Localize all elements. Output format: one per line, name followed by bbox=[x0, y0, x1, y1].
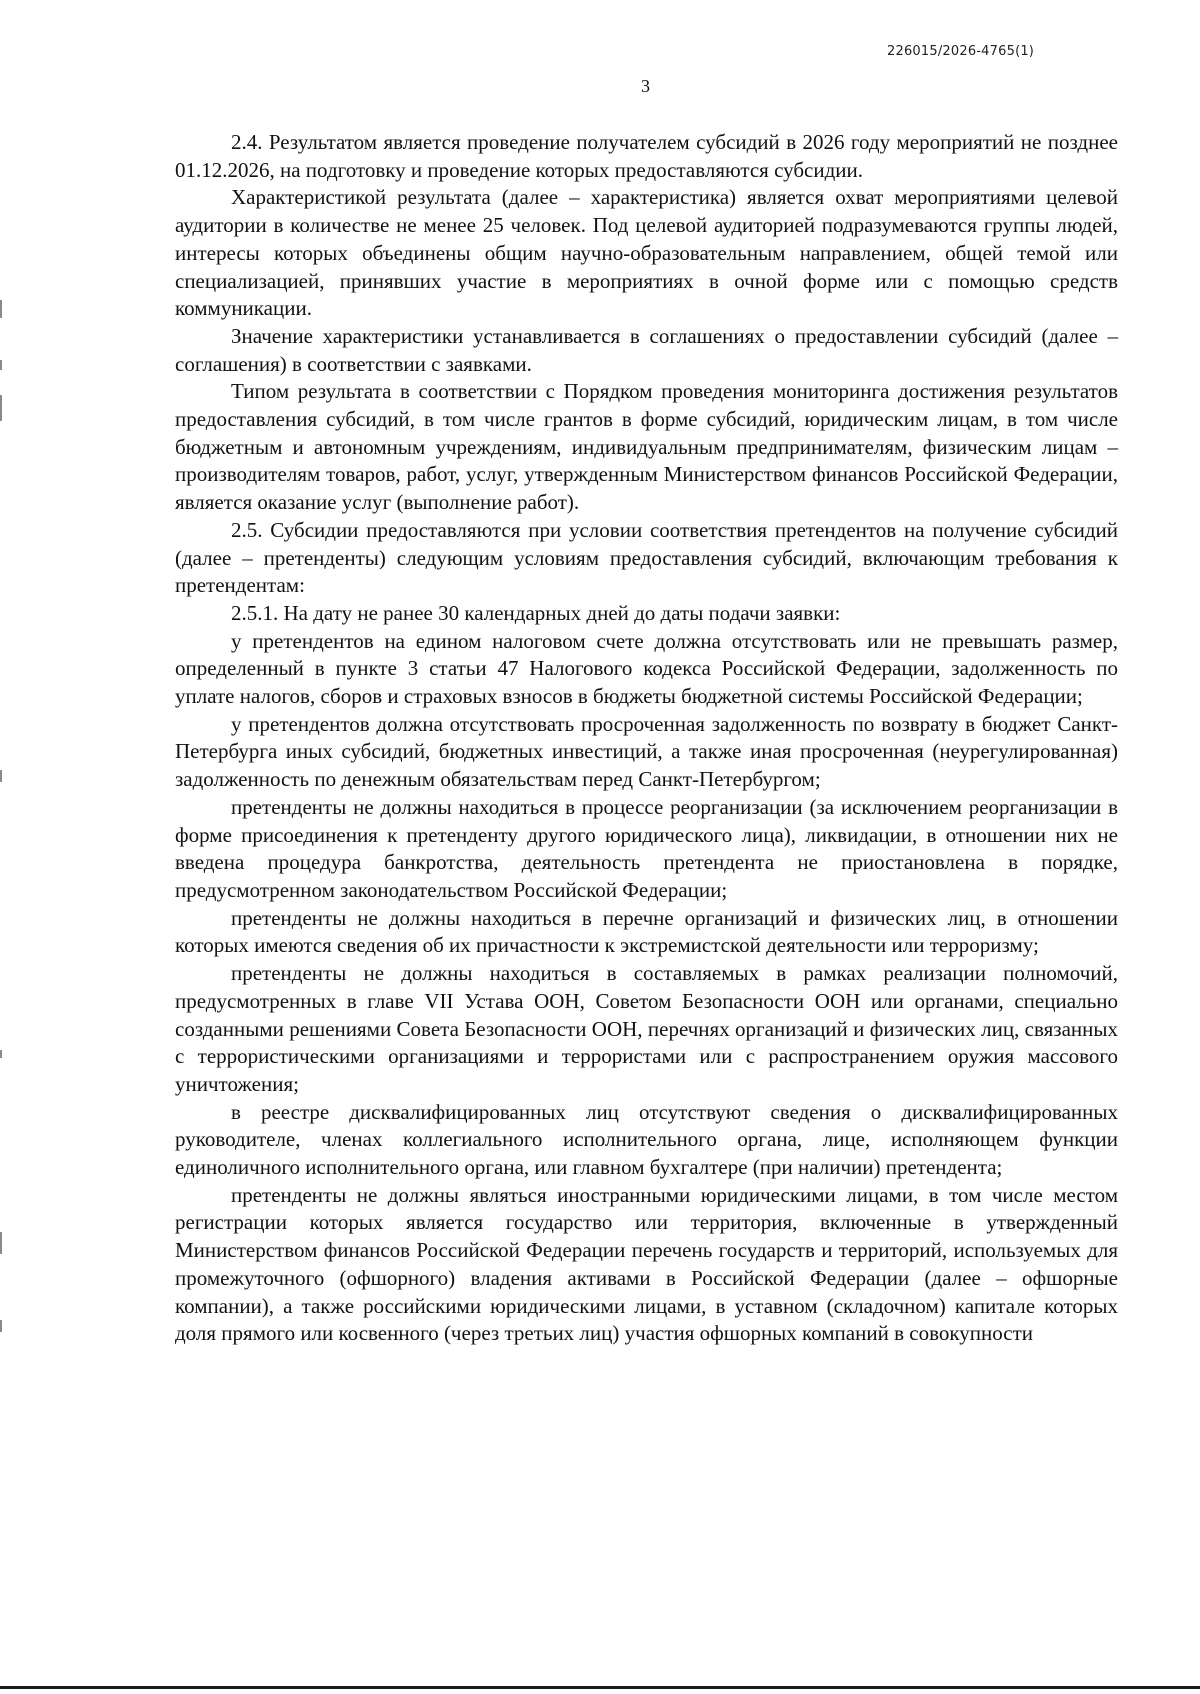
paragraph-2-4: 2.4. Результатом является проведение получателем субсидий в 2026 году мероприятий не позднее 01.12.2026, на подготовку и проведение которых предоставляются субсидии. bbox=[175, 130, 1118, 182]
paragraph-characteristic-value: Значение характеристики устанавливается в соглашениях о предоставлении субсидий (далее – соглашения) в соответствии с заявками. bbox=[175, 323, 1118, 376]
paragraph-2-5: 2.5. Субсидии предоставляются при условии соответствия претендентов на получение субсидий (далее – претенденты) следующим условиям предоставления субсидий, включающим требования к претендентам: bbox=[175, 517, 1118, 598]
document-registration-number: 226015/2026-4765(1) bbox=[887, 44, 1035, 59]
scan-edge-marks bbox=[0, 0, 4, 1694]
paragraph-result-characteristic: Характеристикой результата (далее – характеристика) является охват мероприятиями целевой аудитории в количестве не менее 25 человек. Под целевой аудиторией подразумеваются группы людей, интересы которых объединены общим научно-образовательным направлением, общей темой или специализацией, принявших участие в мероприятиях в очной форме или с помощью средств коммуникации. bbox=[175, 185, 1118, 321]
scan-bottom-edge bbox=[0, 1686, 1200, 1689]
page-number: 3 bbox=[641, 76, 650, 96]
condition-overdue-debt: у претендентов должна отсутствовать просроченная задолженность по возврату в бюджет Санкт-Петербурга иных субсидий, бюджетных инвестиций, а также иная просроченная (неурегулированная) задолженность по денежным обязательствам перед Санкт-Петербургом; bbox=[175, 711, 1118, 792]
paragraph-2-5-1: 2.5.1. На дату не ранее 30 календарных дней до даты подачи заявки: bbox=[231, 600, 841, 625]
document-body bbox=[175, 129, 1118, 1348]
condition-disqualified-persons: в реестре дисквалифицированных лиц отсутствуют сведения о дисквалифицированных руководителе, членах коллегиального исполнительного органа, лице, исполняющем функции единоличного исполнительного органа, или главном бухгалтере (при наличии) претендента; bbox=[175, 1099, 1118, 1180]
condition-offshore-companies: претенденты не должны являться иностранными юридическими лицами, в том числе местом регистрации которых является государство или территория, включенные в утвержденный Министерством финансов Российской Федерации перечень государств и территорий, используемых для промежуточного (офшорного) владения активами в Российской Федерации (далее – офшорные компании), а также российскими юридическими лицами, в уставном (складочном) капитале которых доля прямого или косвенного (через третьих лиц) участия офшорных компаний в совокупности bbox=[175, 1182, 1118, 1346]
condition-extremism-list: претенденты не должны находиться в перечне организаций и физических лиц, в отношении которых имеются сведения об их причастности к экстремистской деятельности или терроризму; bbox=[175, 905, 1118, 958]
paragraph-result-type: Типом результата в соответствии с Порядком проведения мониторинга достижения результатов предоставления субсидий, в том числе грантов в форме субсидий, юридическим лицам, в том числе бюджетным и автономным учреждениям, индивидуальным предпринимателям, физическим лицам – производителям товаров, работ, услуг, утвержденным Министерством финансов Российской Федерации, является оказание услуг (выполнение работ). bbox=[175, 379, 1118, 515]
condition-tax-debt: у претендентов на едином налоговом счете должна отсутствовать или не превышать размер, определенный в пункте 3 статьи 47 Налогового кодекса Российской Федерации, задолженность по уплате налогов, сборов и страховых взносов в бюджеты бюджетной системы Российской Федерации; bbox=[175, 628, 1118, 709]
condition-reorganization: претенденты не должны находиться в процессе реорганизации (за исключением реорганизации в форме присоединения к претенденту другого юридического лица), ликвидации, в отношении них не введена процедура банкротства, деятельность претендента не приостановлена в порядке, предусмотренном законодательством Российской Федерации; bbox=[175, 794, 1118, 902]
condition-un-sanctions-list: претенденты не должны находиться в составляемых в рамках реализации полномочий, предусмотренных в главе VII Устава ООН, Советом Безопасности ООН или органами, специально созданными решениями Совета Безопасности ООН, перечнях организаций и физических лиц, связанных с террористическими организациями и террористами или с распространением оружия массового уничтожения; bbox=[175, 961, 1118, 1096]
